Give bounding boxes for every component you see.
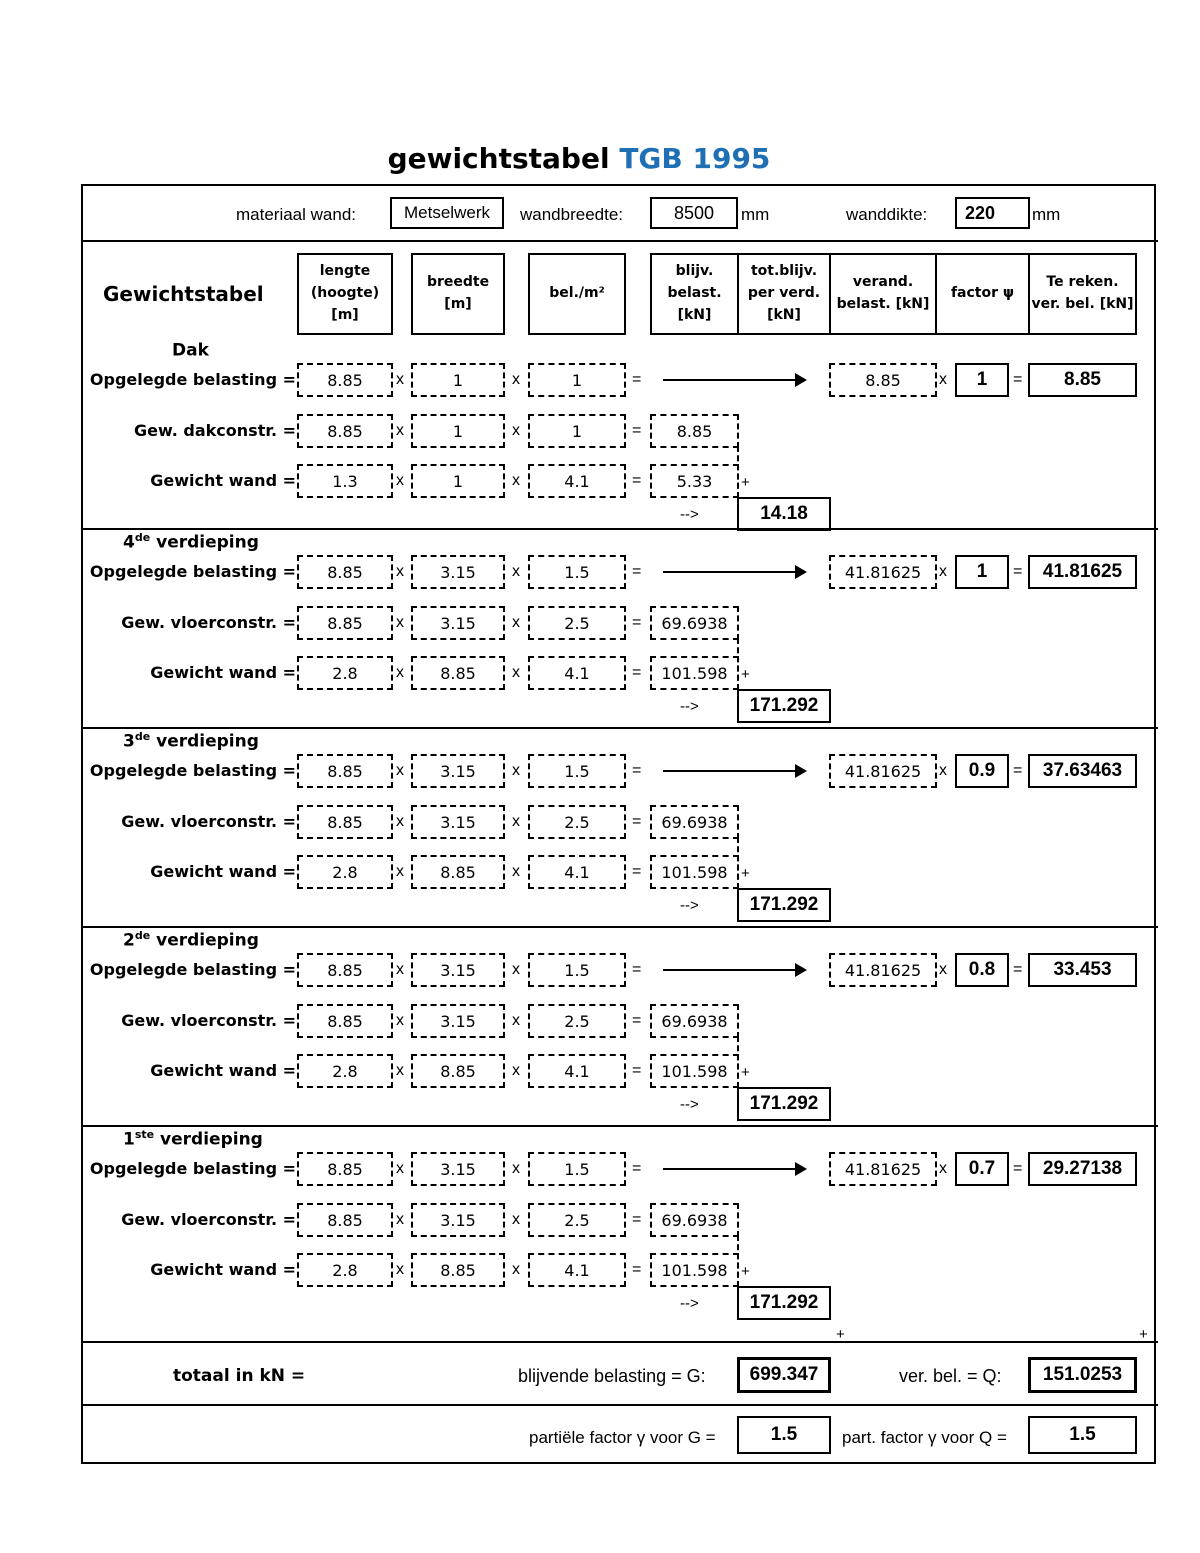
factor-psi-value[interactable]: 1: [955, 363, 1009, 397]
times-sign: x: [939, 563, 947, 580]
value-cell[interactable]: 3.15: [411, 805, 505, 839]
materiaal-input[interactable]: Metselwerk: [390, 197, 504, 229]
section-name-rest: verdieping: [156, 930, 259, 951]
table-title: Gewichtstabel: [103, 282, 264, 306]
verand-value: 8.85: [829, 363, 937, 397]
value-cell[interactable]: 8.85: [297, 606, 393, 640]
times-sign: x: [396, 371, 404, 388]
plus-sign: +: [741, 1263, 750, 1280]
section-sup: de: [134, 531, 151, 544]
arrow-icon: [663, 379, 805, 381]
g-total-value: 699.347: [737, 1357, 831, 1393]
value-cell[interactable]: 3.15: [411, 953, 505, 987]
times-sign: x: [512, 863, 520, 880]
row-label-wand: Gewicht wand =: [150, 471, 296, 490]
times-sign: x: [512, 961, 520, 978]
wanddikte-input[interactable]: 220: [955, 197, 1030, 229]
times-sign: x: [396, 1062, 404, 1079]
section-name: 1: [123, 1129, 135, 1150]
value-cell[interactable]: 2.8: [297, 656, 393, 690]
factor-psi-value[interactable]: 0.7: [955, 1152, 1009, 1186]
value-cell[interactable]: 8.85: [297, 555, 393, 589]
value-cell[interactable]: 2.5: [528, 606, 626, 640]
blijv-value: 101.598: [650, 656, 739, 690]
times-sign: x: [939, 762, 947, 779]
value-cell[interactable]: 1: [411, 414, 505, 448]
times-sign: x: [396, 762, 404, 779]
blijv-value: 69.6938: [650, 805, 739, 839]
value-cell[interactable]: 4.1: [528, 1253, 626, 1287]
times-sign: x: [512, 762, 520, 779]
value-cell[interactable]: 1.5: [528, 953, 626, 987]
value-cell[interactable]: 2.5: [528, 1203, 626, 1237]
row-label-opgelegde: Opgelegde belasting =: [89, 761, 296, 780]
value-cell[interactable]: 3.15: [411, 606, 505, 640]
connector-line: [737, 446, 739, 498]
wandbreedte-label: wandbreedte:: [520, 205, 624, 224]
tereken-value: 29.27138: [1028, 1152, 1137, 1186]
verand-value: 41.81625: [829, 1152, 937, 1186]
equals-sign: =: [632, 961, 642, 978]
value-cell[interactable]: 2.8: [297, 855, 393, 889]
row-label-constr: Gew. vloerconstr. =: [121, 1210, 296, 1229]
blijv-value: 69.6938: [650, 606, 739, 640]
equals-sign: =: [632, 563, 642, 580]
row-label-wand: Gewicht wand =: [150, 663, 296, 682]
value-cell[interactable]: 8.85: [411, 1054, 505, 1088]
value-cell[interactable]: 4.1: [528, 1054, 626, 1088]
blijv-value: 101.598: [650, 855, 739, 889]
times-sign: x: [512, 1062, 520, 1079]
divider: [81, 240, 1158, 242]
col-totblijv: tot.blijv. per verd. [kN]: [737, 253, 831, 335]
value-cell[interactable]: 8.85: [411, 656, 505, 690]
arrow-label: -->: [680, 897, 699, 914]
times-sign: x: [512, 614, 520, 631]
verand-value: 41.81625: [829, 555, 937, 589]
equals-sign: =: [1013, 1160, 1023, 1177]
verand-value: 41.81625: [829, 953, 937, 987]
plus-sign: +: [741, 865, 750, 882]
arrow-label: -->: [680, 506, 699, 523]
row-label-opgelegde: Opgelegde belasting =: [89, 370, 296, 389]
col-tereken: Te reken. ver. bel. [kN]: [1028, 253, 1137, 335]
col-lengte: lengte (hoogte) [m]: [297, 253, 393, 335]
arrow-icon: [663, 571, 805, 573]
equals-sign: =: [632, 664, 642, 681]
equals-sign: =: [632, 762, 642, 779]
value-cell[interactable]: 8.85: [297, 363, 393, 397]
blijv-value: 69.6938: [650, 1203, 739, 1237]
total-per-floor: 171.292: [737, 1286, 831, 1320]
gamma-q-value[interactable]: 1.5: [1028, 1416, 1137, 1454]
value-cell[interactable]: 8.85: [297, 953, 393, 987]
times-sign: x: [512, 1211, 520, 1228]
section-sup: de: [134, 929, 151, 942]
value-cell[interactable]: 1: [411, 363, 505, 397]
plus-sign: +: [741, 666, 750, 683]
section-name: 3: [123, 731, 135, 752]
connector-line: [737, 638, 739, 690]
tereken-value: 33.453: [1028, 953, 1137, 987]
equals-sign: =: [1013, 563, 1023, 580]
equals-sign: =: [1013, 762, 1023, 779]
times-sign: x: [396, 472, 404, 489]
equals-sign: =: [632, 1160, 642, 1177]
row-label-opgelegde: Opgelegde belasting =: [89, 562, 296, 581]
value-cell[interactable]: 8.85: [297, 1203, 393, 1237]
times-sign: x: [396, 1211, 404, 1228]
times-sign: x: [939, 371, 947, 388]
blijv-value: 101.598: [650, 1054, 739, 1088]
value-cell[interactable]: 2.5: [528, 805, 626, 839]
section-heading: [123, 531, 259, 553]
row-label-opgelegde: Opgelegde belasting =: [89, 960, 296, 979]
times-sign: x: [512, 1160, 520, 1177]
row-label-constr: Gew. vloerconstr. =: [121, 812, 296, 831]
equals-sign: =: [1013, 961, 1023, 978]
equals-sign: =: [632, 1012, 642, 1029]
equals-sign: =: [632, 614, 642, 631]
connector-line: [737, 1036, 739, 1088]
page-title: [0, 142, 1158, 175]
value-cell[interactable]: 1: [411, 464, 505, 498]
section-sup: de: [134, 730, 151, 743]
equals-sign: =: [632, 863, 642, 880]
value-cell[interactable]: 4.1: [528, 656, 626, 690]
times-sign: x: [396, 1012, 404, 1029]
value-cell[interactable]: 8.85: [297, 414, 393, 448]
arrow-label: -->: [680, 698, 699, 715]
equals-sign: =: [632, 371, 642, 388]
value-cell[interactable]: 1: [528, 414, 626, 448]
divider: [81, 1125, 1158, 1127]
divider: [81, 1404, 1158, 1406]
value-cell[interactable]: 1: [528, 363, 626, 397]
equals-sign: =: [632, 1062, 642, 1079]
arrow-label: -->: [680, 1096, 699, 1113]
tereken-value: 8.85: [1028, 363, 1137, 397]
wandbreedte-input[interactable]: 8500: [650, 197, 738, 229]
section-name-rest: verdieping: [160, 1129, 263, 1150]
gamma-g-value[interactable]: 1.5: [737, 1416, 831, 1454]
factor-psi-value[interactable]: 0.8: [955, 953, 1009, 987]
times-sign: x: [396, 614, 404, 631]
value-cell[interactable]: 4.1: [528, 464, 626, 498]
section-name: Dak: [172, 340, 209, 361]
gamma-q-label: part. factor γ voor Q =: [842, 1428, 1007, 1447]
col-verand: verand. belast. [kN]: [829, 253, 937, 335]
verand-value: 41.81625: [829, 754, 937, 788]
equals-sign: =: [632, 422, 642, 439]
row-label-constr: Gew. dakconstr. =: [134, 421, 296, 440]
value-cell[interactable]: 2.8: [297, 1054, 393, 1088]
wandbreedte-unit: mm: [741, 205, 770, 224]
row-label-wand: Gewicht wand =: [150, 1260, 296, 1279]
section-name-rest: verdieping: [156, 731, 259, 752]
value-cell[interactable]: 3.15: [411, 1203, 505, 1237]
col-factor: factor ψ: [935, 253, 1030, 335]
divider: [81, 926, 1158, 928]
plus-sign: +: [741, 1064, 750, 1081]
col-breedte: breedte [m]: [411, 253, 505, 335]
times-sign: x: [512, 664, 520, 681]
tereken-value: 37.63463: [1028, 754, 1137, 788]
total-per-floor: 171.292: [737, 1087, 831, 1121]
equals-sign: =: [632, 1211, 642, 1228]
times-sign: x: [512, 422, 520, 439]
col-blijv: blijv. belast. [kN]: [650, 253, 739, 335]
value-cell[interactable]: 3.15: [411, 1004, 505, 1038]
title-main: gewichtstabel: [387, 142, 610, 175]
value-cell[interactable]: 8.85: [297, 805, 393, 839]
value-cell[interactable]: 3.15: [411, 754, 505, 788]
totaal-label: totaal in kN =: [173, 1366, 306, 1386]
row-label-constr: Gew. vloerconstr. =: [121, 1011, 296, 1030]
times-sign: x: [939, 1160, 947, 1177]
value-cell[interactable]: 4.1: [528, 855, 626, 889]
connector-line: [737, 1235, 739, 1287]
times-sign: x: [396, 664, 404, 681]
equals-sign: =: [632, 813, 642, 830]
title-accent: TGB 1995: [619, 142, 771, 175]
times-sign: x: [396, 961, 404, 978]
section-sup: ste: [134, 1128, 155, 1141]
times-sign: x: [512, 1261, 520, 1278]
q-total-value: 151.0253: [1028, 1357, 1137, 1393]
divider: [81, 727, 1158, 729]
value-cell[interactable]: 2.8: [297, 1253, 393, 1287]
plus-sign: +: [1139, 1326, 1148, 1343]
section-heading: [123, 730, 259, 752]
times-sign: x: [512, 371, 520, 388]
value-cell[interactable]: 2.5: [528, 1004, 626, 1038]
wanddikte-label: wanddikte:: [846, 205, 928, 224]
equals-sign: =: [1013, 371, 1023, 388]
section-heading: [172, 339, 209, 361]
times-sign: x: [396, 1160, 404, 1177]
blijv-value: 69.6938: [650, 1004, 739, 1038]
value-cell[interactable]: 1.5: [528, 1152, 626, 1186]
total-per-floor: 171.292: [737, 888, 831, 922]
col-bel: bel./m²: [528, 253, 626, 335]
arrow-icon: [663, 770, 805, 772]
value-cell[interactable]: 1.3: [297, 464, 393, 498]
blijv-value: 101.598: [650, 1253, 739, 1287]
q-label: ver. bel. = Q:: [899, 1366, 1002, 1386]
row-label-opgelegde: Opgelegde belasting =: [89, 1159, 296, 1178]
g-label: blijvende belasting = G:: [518, 1366, 706, 1386]
blijv-value: 8.85: [650, 414, 739, 448]
gamma-g-label: partiële factor γ voor G =: [529, 1428, 716, 1447]
value-cell[interactable]: 3.15: [411, 555, 505, 589]
section-heading: [123, 1128, 263, 1150]
section-name-rest: verdieping: [156, 532, 259, 553]
row-label-wand: Gewicht wand =: [150, 862, 296, 881]
times-sign: x: [396, 863, 404, 880]
factor-psi-value[interactable]: 0.9: [955, 754, 1009, 788]
total-per-floor: 14.18: [737, 497, 831, 531]
arrow-label: -->: [680, 1295, 699, 1312]
arrow-icon: [663, 1168, 805, 1170]
value-cell[interactable]: 8.85: [411, 855, 505, 889]
times-sign: x: [512, 563, 520, 580]
factor-psi-value[interactable]: 1: [955, 555, 1009, 589]
divider: [81, 1341, 1158, 1343]
row-label-constr: Gew. vloerconstr. =: [121, 613, 296, 632]
blijv-value: 5.33: [650, 464, 739, 498]
section-name: 4: [123, 532, 135, 553]
times-sign: x: [396, 563, 404, 580]
plus-sign: +: [836, 1326, 845, 1343]
times-sign: x: [512, 813, 520, 830]
times-sign: x: [512, 1012, 520, 1029]
value-cell[interactable]: 8.85: [297, 1004, 393, 1038]
value-cell[interactable]: 8.85: [411, 1253, 505, 1287]
times-sign: x: [396, 813, 404, 830]
materiaal-label: materiaal wand:: [236, 205, 357, 224]
tereken-value: 41.81625: [1028, 555, 1137, 589]
total-per-floor: 171.292: [737, 689, 831, 723]
value-cell[interactable]: 1.5: [528, 754, 626, 788]
times-sign: x: [939, 961, 947, 978]
times-sign: x: [512, 472, 520, 489]
row-label-wand: Gewicht wand =: [150, 1061, 296, 1080]
plus-sign: +: [741, 474, 750, 491]
equals-sign: =: [632, 472, 642, 489]
arrow-icon: [663, 969, 805, 971]
value-cell[interactable]: 1.5: [528, 555, 626, 589]
times-sign: x: [396, 1261, 404, 1278]
value-cell[interactable]: 8.85: [297, 754, 393, 788]
equals-sign: =: [632, 1261, 642, 1278]
connector-line: [737, 837, 739, 889]
times-sign: x: [396, 422, 404, 439]
section-name: 2: [123, 930, 135, 951]
value-cell[interactable]: 3.15: [411, 1152, 505, 1186]
section-heading: [123, 929, 259, 951]
wanddikte-unit: mm: [1032, 205, 1061, 224]
value-cell[interactable]: 8.85: [297, 1152, 393, 1186]
divider: [81, 528, 1158, 530]
